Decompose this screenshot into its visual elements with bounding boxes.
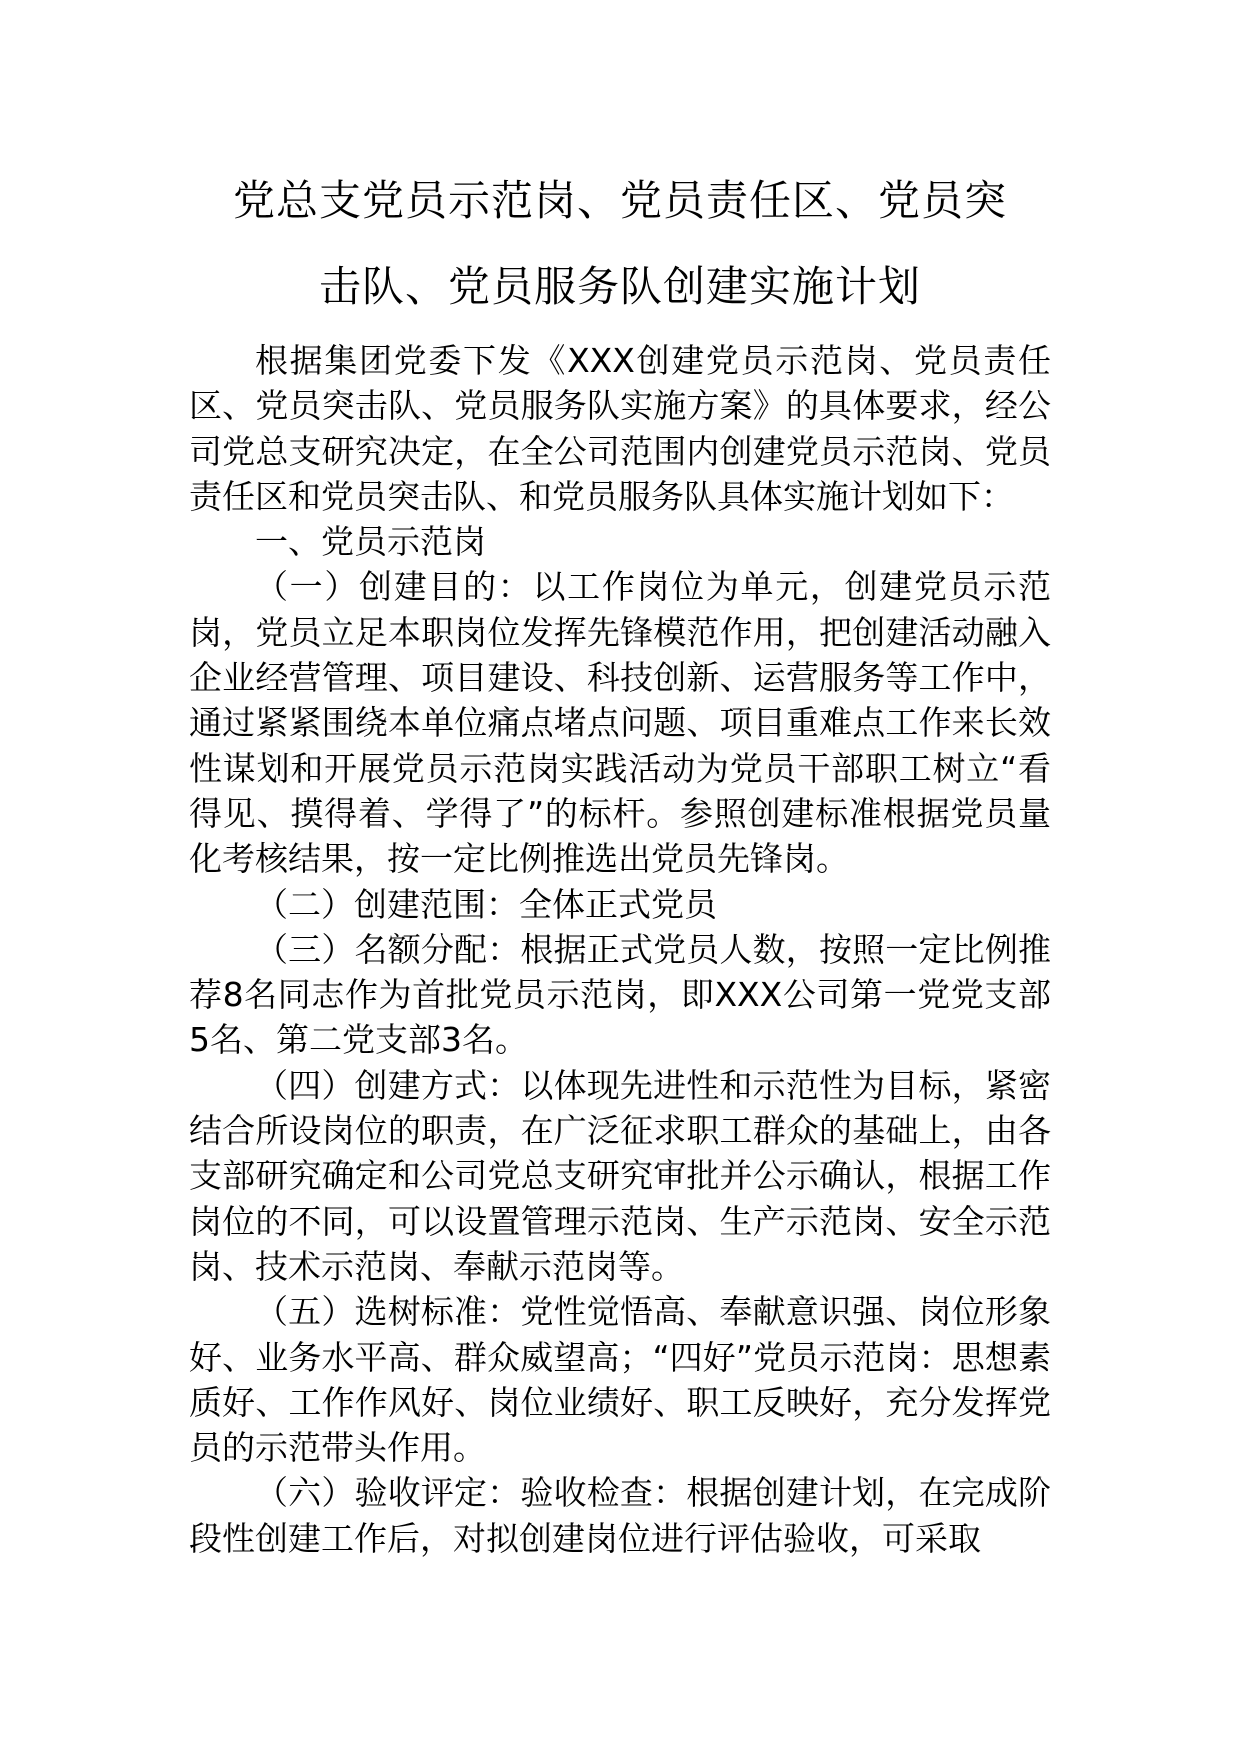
document-body: [189, 338, 1051, 1561]
section-heading-1: 一、党员示范岗: [255, 522, 486, 562]
document-title-line-2: 击队、党员服务队创建实施计划: [318, 262, 921, 311]
intro-paragraph: 根据集团党委下发《XXX创建党员示范岗、党员责任区、党员突击队、党员服务队实施方案》的具体要求，经公司党总支研究决定，在全公司范围内创建党员示范岗、党员责任区和党员突击队、和党员服务队具体实施计划如下：: [189, 341, 1051, 516]
paragraph-method: （四）创建方式：以体现先进性和示范性为目标，紧密结合所设岗位的职责，在广泛征求职工群众的基础上，由各支部研究确定和公司党总支研究审批并公示确认，根据工作岗位的不同，可以设置管理示范岗、生产示范岗、安全示范岗、技术示范岗、奉献示范岗等。: [189, 1065, 1051, 1286]
paragraph-purpose: （一）创建目的：以工作岗位为单元，创建党员示范岗，党员立足本职岗位发挥先锋模范作用，把创建活动融入企业经营管理、项目建设、科技创新、运营服务等工作中，通过紧紧围绕本单位痛点堵点问题、项目重难点工作来长效性谋划和开展党员示范岗实践活动为党员干部职工树立“看得见、摸得着、学得了”的标杆。参照创建标准根据党员量化考核结果，按一定比例推选出党员先锋岗。: [189, 567, 1051, 879]
paragraph-quota: （三）名额分配：根据正式党员人数，按照一定比例推荐8名同志作为首批党员示范岗，即XXX公司第一党党支部5名、第二党支部3名。: [189, 929, 1051, 1060]
paragraph-standard: （五）选树标准：党性觉悟高、奉献意识强、岗位形象好、业务水平高、群众威望高；“四好”党员示范岗：思想素质好、工作作风好、岗位业绩好、职工反映好，充分发挥党员的示范带头作用。: [189, 1292, 1051, 1468]
paragraph-scope: （二）创建范围：全体正式党员: [255, 884, 717, 924]
paragraph-acceptance: （六）验收评定：验收检查：根据创建计划，在完成阶段性创建工作后，对拟创建岗位进行评估验收，可采取: [189, 1473, 1051, 1558]
document-title-line-1: 党总支党员示范岗、党员责任区、党员突: [232, 176, 1007, 225]
